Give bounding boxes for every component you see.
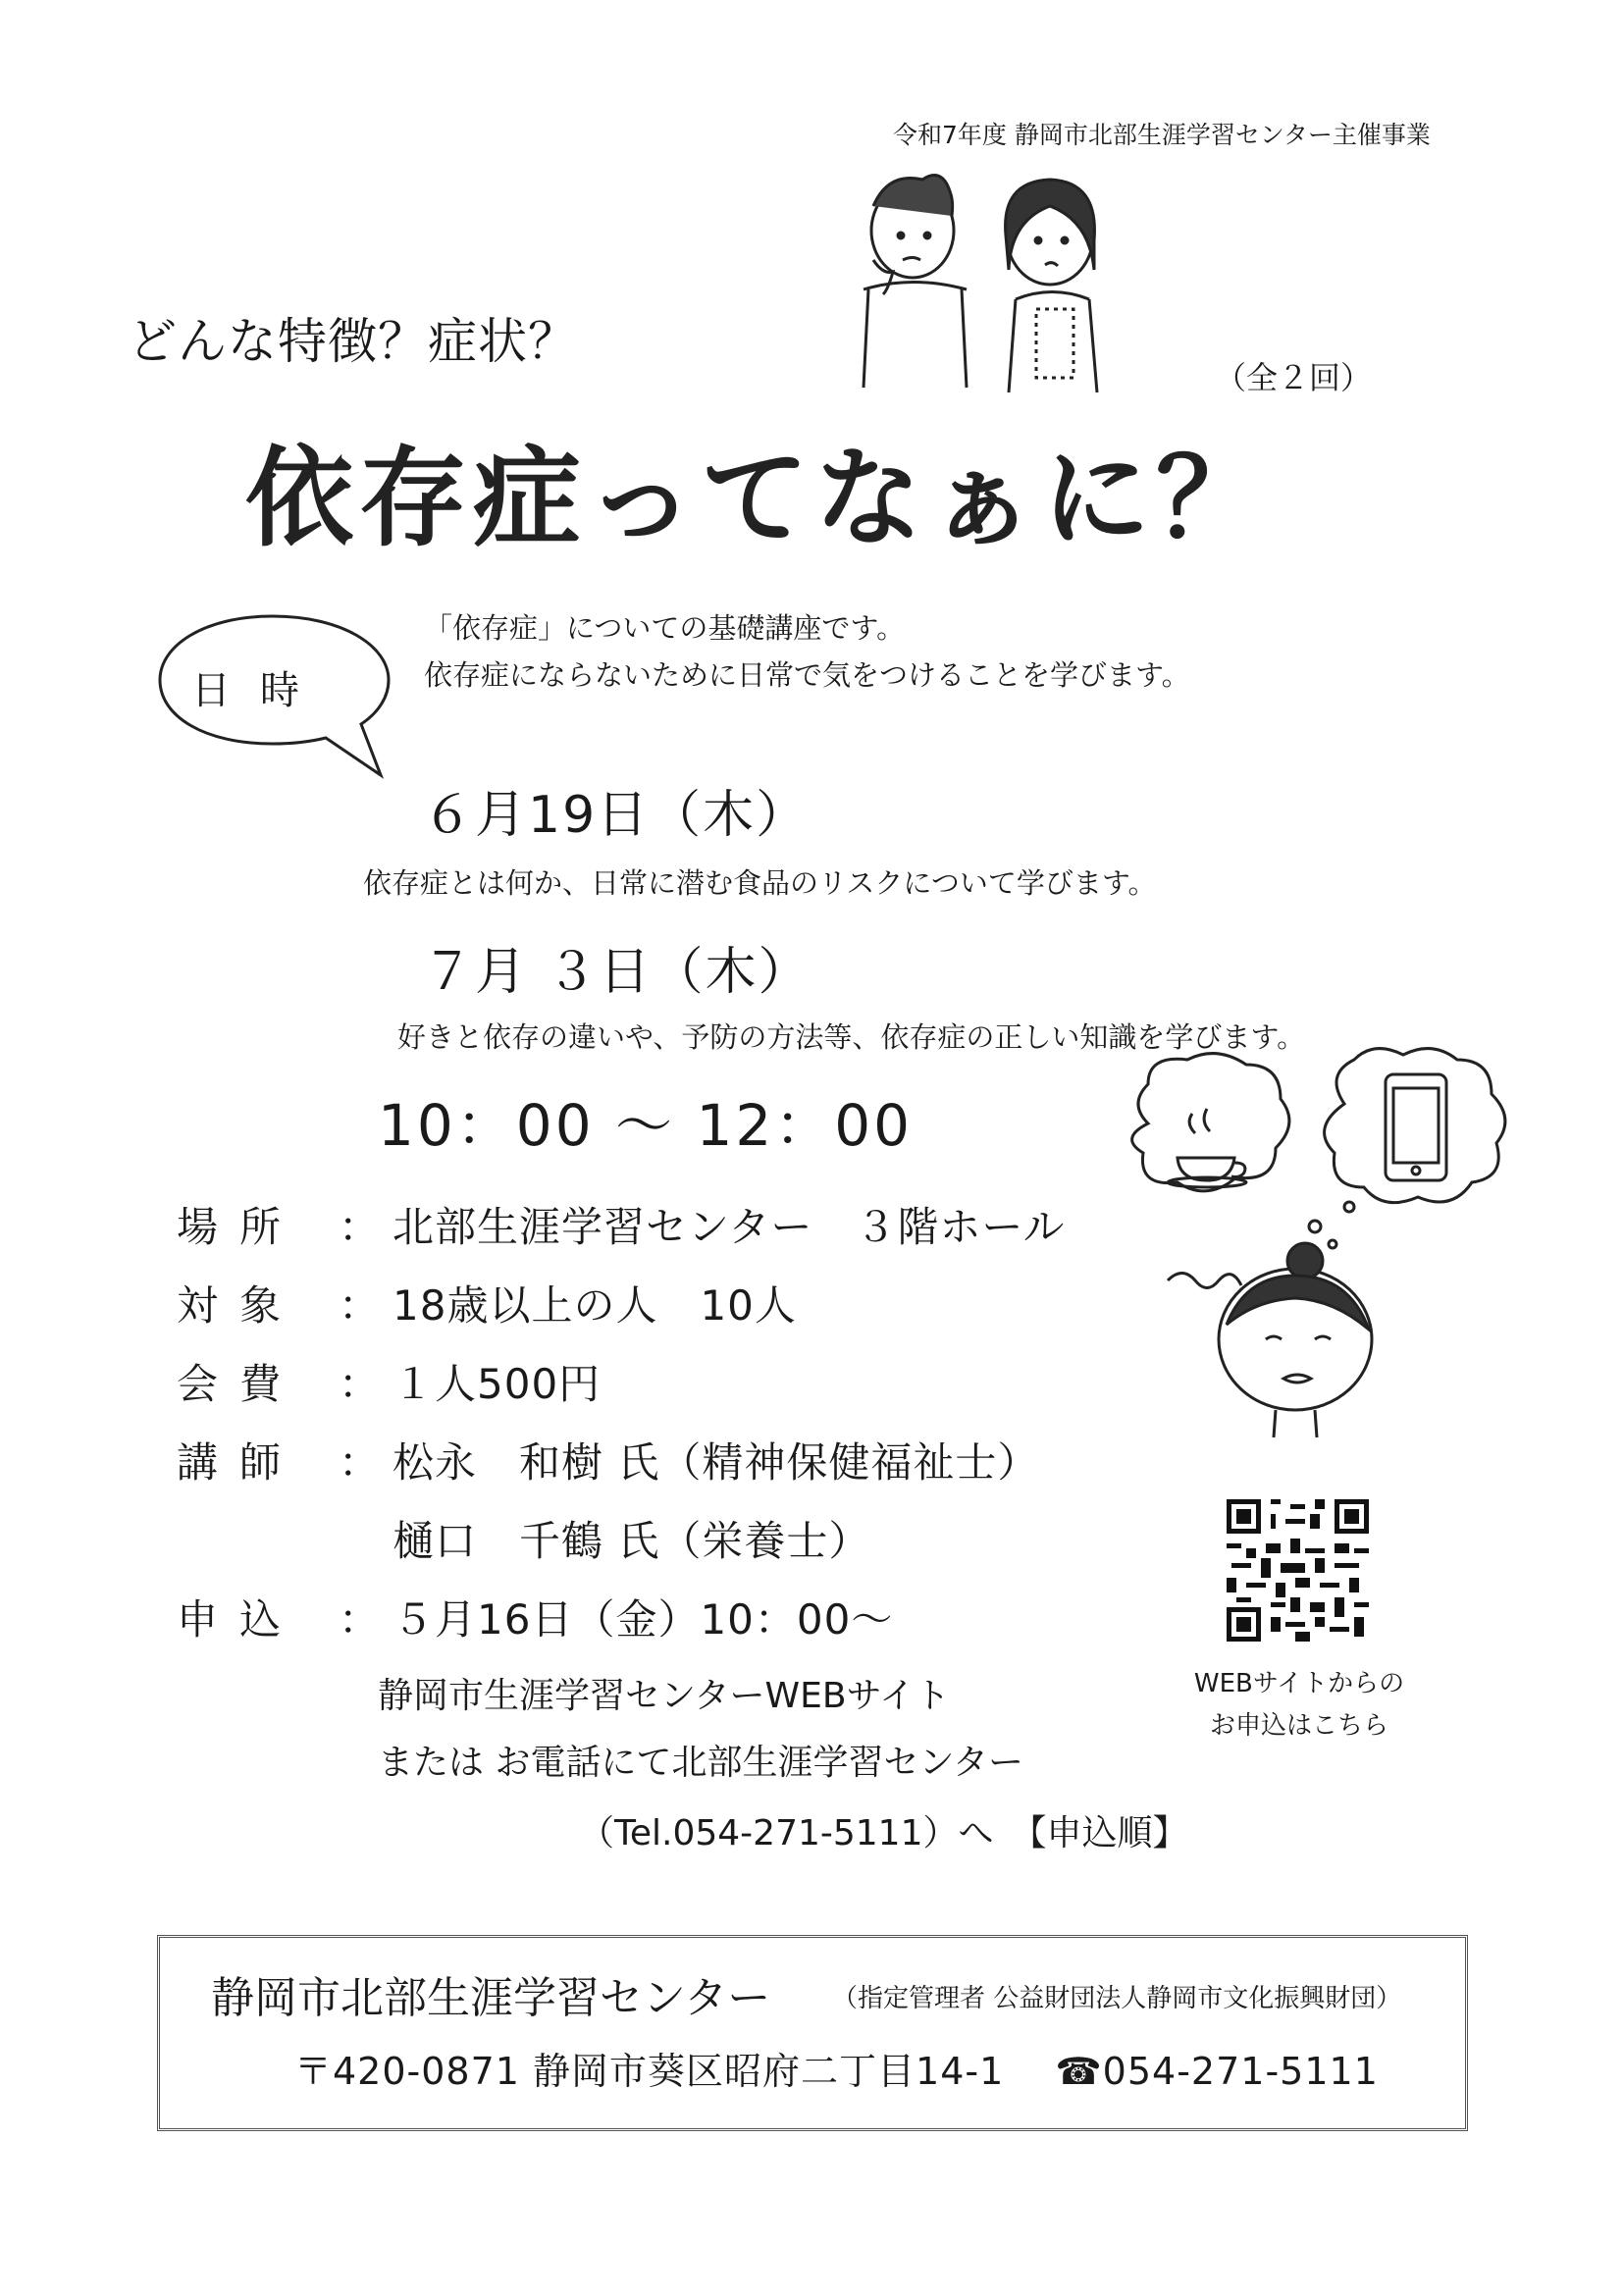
intro-line-2: 依存症にならないために日常で気をつけることを学びます。 [424, 658, 1190, 692]
colon: ： [339, 1595, 381, 1644]
fee-label: 会費 [177, 1360, 303, 1408]
fee-value: １人500円 [393, 1360, 602, 1408]
session-time: 10：00 ～ 12：00 [378, 1092, 914, 1159]
main-title: 依存症ってなぁに？ [245, 436, 1270, 561]
footer-organization: 静岡市北部生涯学習センター [211, 1973, 771, 2023]
apply-tel: （Tel.054-271-5111）へ 【申込順】 [579, 1813, 1188, 1853]
colon: ： [339, 1360, 381, 1408]
colon: ： [339, 1203, 381, 1251]
datetime-label: 日時 [191, 668, 329, 713]
place-label: 場所 [177, 1203, 303, 1251]
place-value: 北部生涯学習センター ３階ホール [393, 1203, 1066, 1251]
qr-code[interactable] [1227, 1499, 1369, 1642]
qr-caption-1: WEBサイトからの [1193, 1669, 1405, 1698]
footer-address: 〒420-0871 静岡市葵区昭府二丁目14-1 ☎054-271-5111 [294, 2050, 1379, 2093]
apply-label: 申込 [177, 1595, 303, 1644]
footer-manager: （指定管理者 公益財団法人静岡市文化振興財団） [832, 1984, 1402, 2013]
organizer-line: 令和7年度 静岡市北部生涯学習センター主催事業 [893, 121, 1431, 149]
thinking-people-illustration [844, 162, 1128, 407]
apply-date: ５月16日（金）10：00～ [393, 1595, 894, 1644]
qr-caption-2: お申込はこちら [1209, 1711, 1388, 1741]
lecturer-label: 講師 [177, 1438, 303, 1487]
session-1-date: ６月19日（木） [422, 786, 810, 845]
target-label: 対象 [177, 1281, 303, 1330]
lecturer-1: 松永 和樹 氏（精神保健福祉士） [393, 1438, 1040, 1487]
lecturer-2: 樋口 千鶴 氏（栄養士） [393, 1517, 871, 1565]
woman-thinking-illustration [1109, 1045, 1531, 1477]
subtitle: どんな特徴？症状？ [128, 313, 578, 370]
target-value: 18歳以上の人 10人 [393, 1281, 797, 1330]
apply-phone: または お電話にて北部生涯学習センター [378, 1743, 1024, 1783]
session-count: （全２回） [1215, 359, 1373, 396]
session-2-description: 好きと依存の違いや、予防の方法等、依存症の正しい知識を学びます。 [397, 1020, 1306, 1054]
apply-web: 静岡市生涯学習センターWEBサイト [378, 1676, 951, 1716]
intro-line-1: 「依存症」についての基礎講座です。 [424, 611, 906, 645]
session-2-date: ７月 ３日（木） [422, 943, 812, 1002]
colon: ： [339, 1281, 381, 1330]
session-1-description: 依存症とは何か、日常に潜む食品のリスクについて学びます。 [363, 866, 1157, 900]
colon: ： [339, 1438, 381, 1487]
